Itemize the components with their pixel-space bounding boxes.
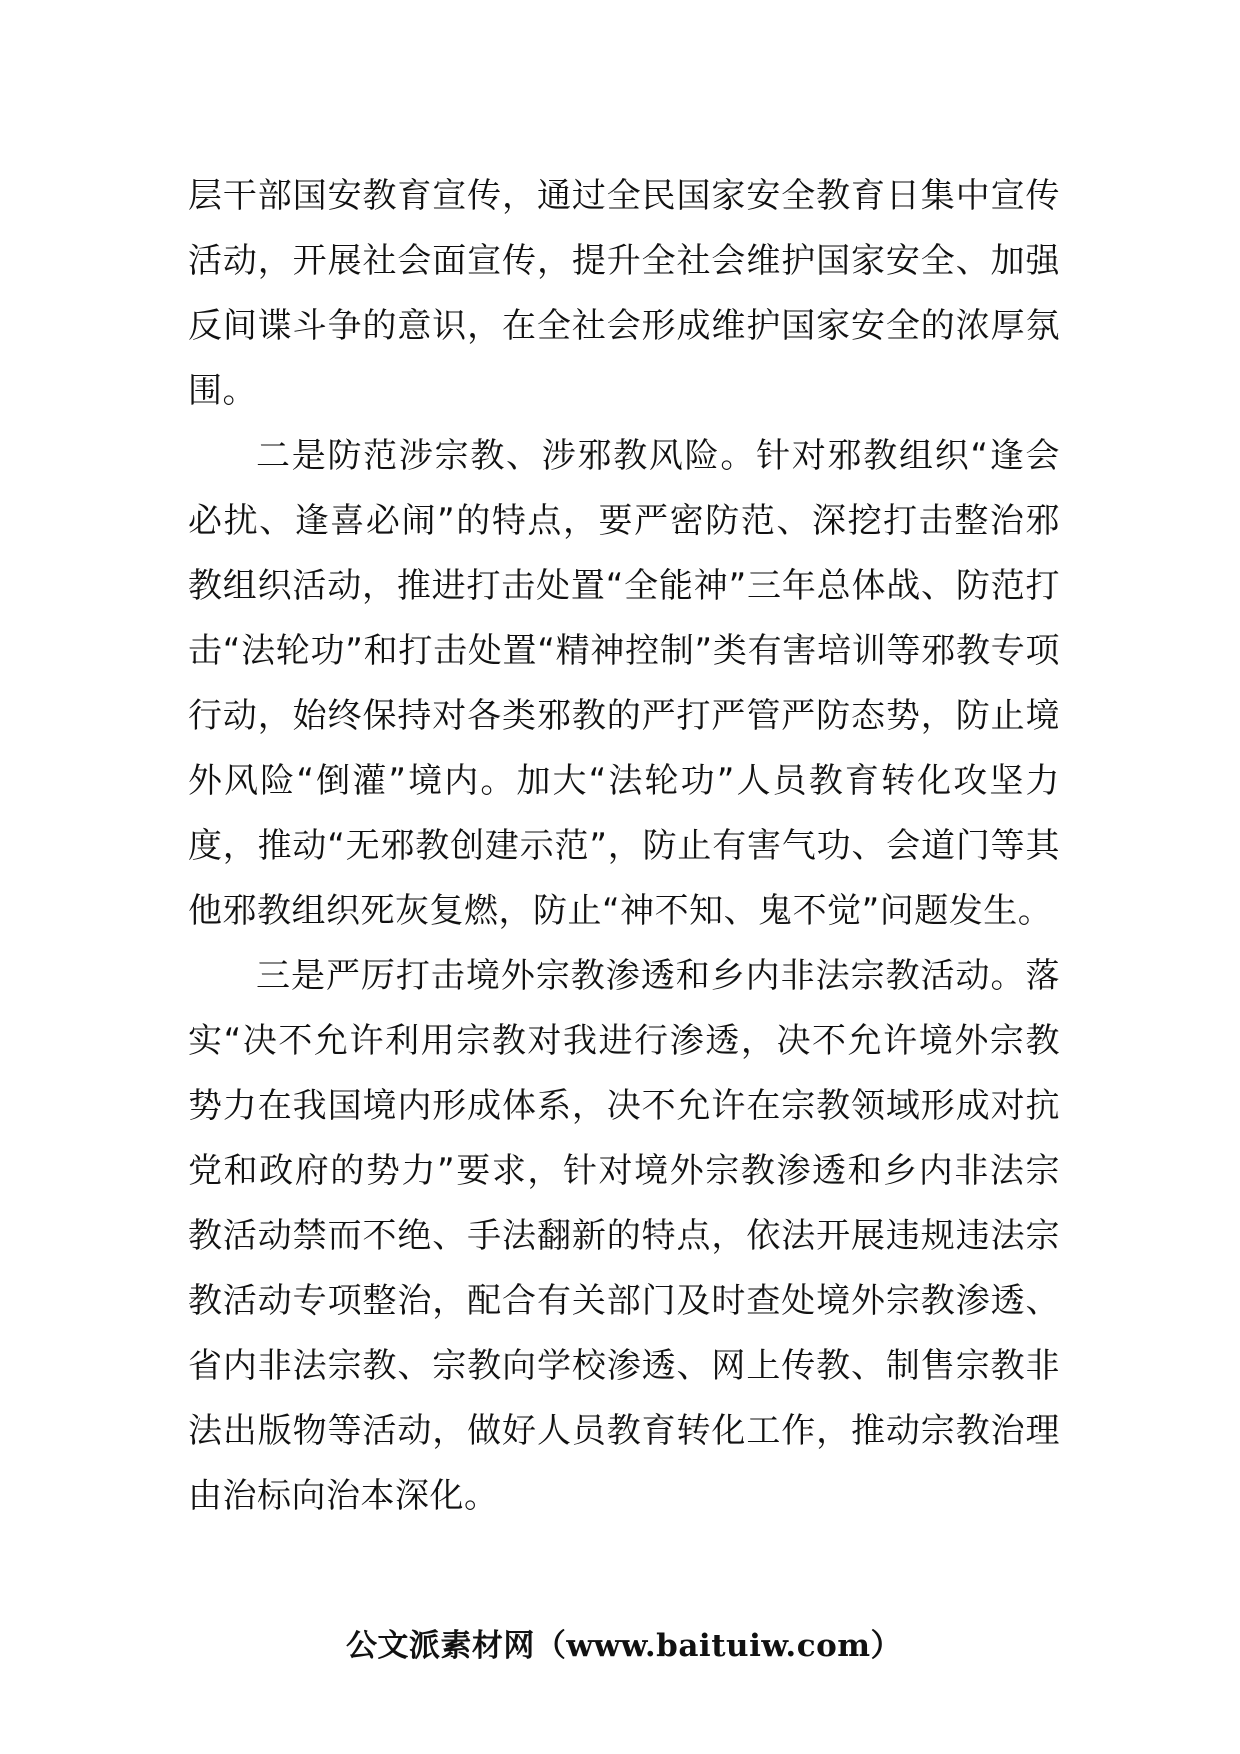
paragraph-foreign-religious-infiltration: 三是严厉打击境外宗教渗透和乡内非法宗教活动。落实“决不允许利用宗教对我进行渗透，决不允许境外宗教势力在我国境内形成体系，决不允许在宗教领域形成对抗党和政府的势力”要求，针对境外宗教渗透和乡内非法宗教活动禁而不绝、手法翻新的特点，依法开展违规违法宗教活动专项整治，配合有关部门及时查处境外宗教渗透、省内非法宗教、宗教向学校渗透、网上传教、制售宗教非法出版物等活动，做好人员教育转化工作，推动宗教治理由治标向治本深化。	[188, 956, 1060, 1516]
paragraph-religion-cult-risk: 二是防范涉宗教、涉邪教风险。针对邪教组织“逢会必扰、逢喜必闹”的特点，要严密防范、深挖打击整治邪教组织活动，推进打击处置“全能神”三年总体战、防范打击“法轮功”和打击处置“精神控制”类有害培训等邪教专项行动，始终保持对各类邪教的严打严管严防态势，防止境外风险“倒灌”境内。加大“法轮功”人员教育转化攻坚力度，推动“无邪教创建示范”，防止有害气功、会道门等其他邪教组织死灰复燃，防止“神不知、鬼不觉”问题发生。	[188, 436, 1060, 931]
document-body	[188, 164, 1060, 1529]
footer-watermark: 公文派素材网（www.baituiw.com）	[345, 1628, 903, 1664]
paragraph-continuation: 层干部国安教育宣传，通过全民国家安全教育日集中宣传活动，开展社会面宣传，提升全社会维护国家安全、加强反间谍斗争的意识，在全社会形成维护国家安全的浓厚氛围。	[188, 176, 1060, 411]
